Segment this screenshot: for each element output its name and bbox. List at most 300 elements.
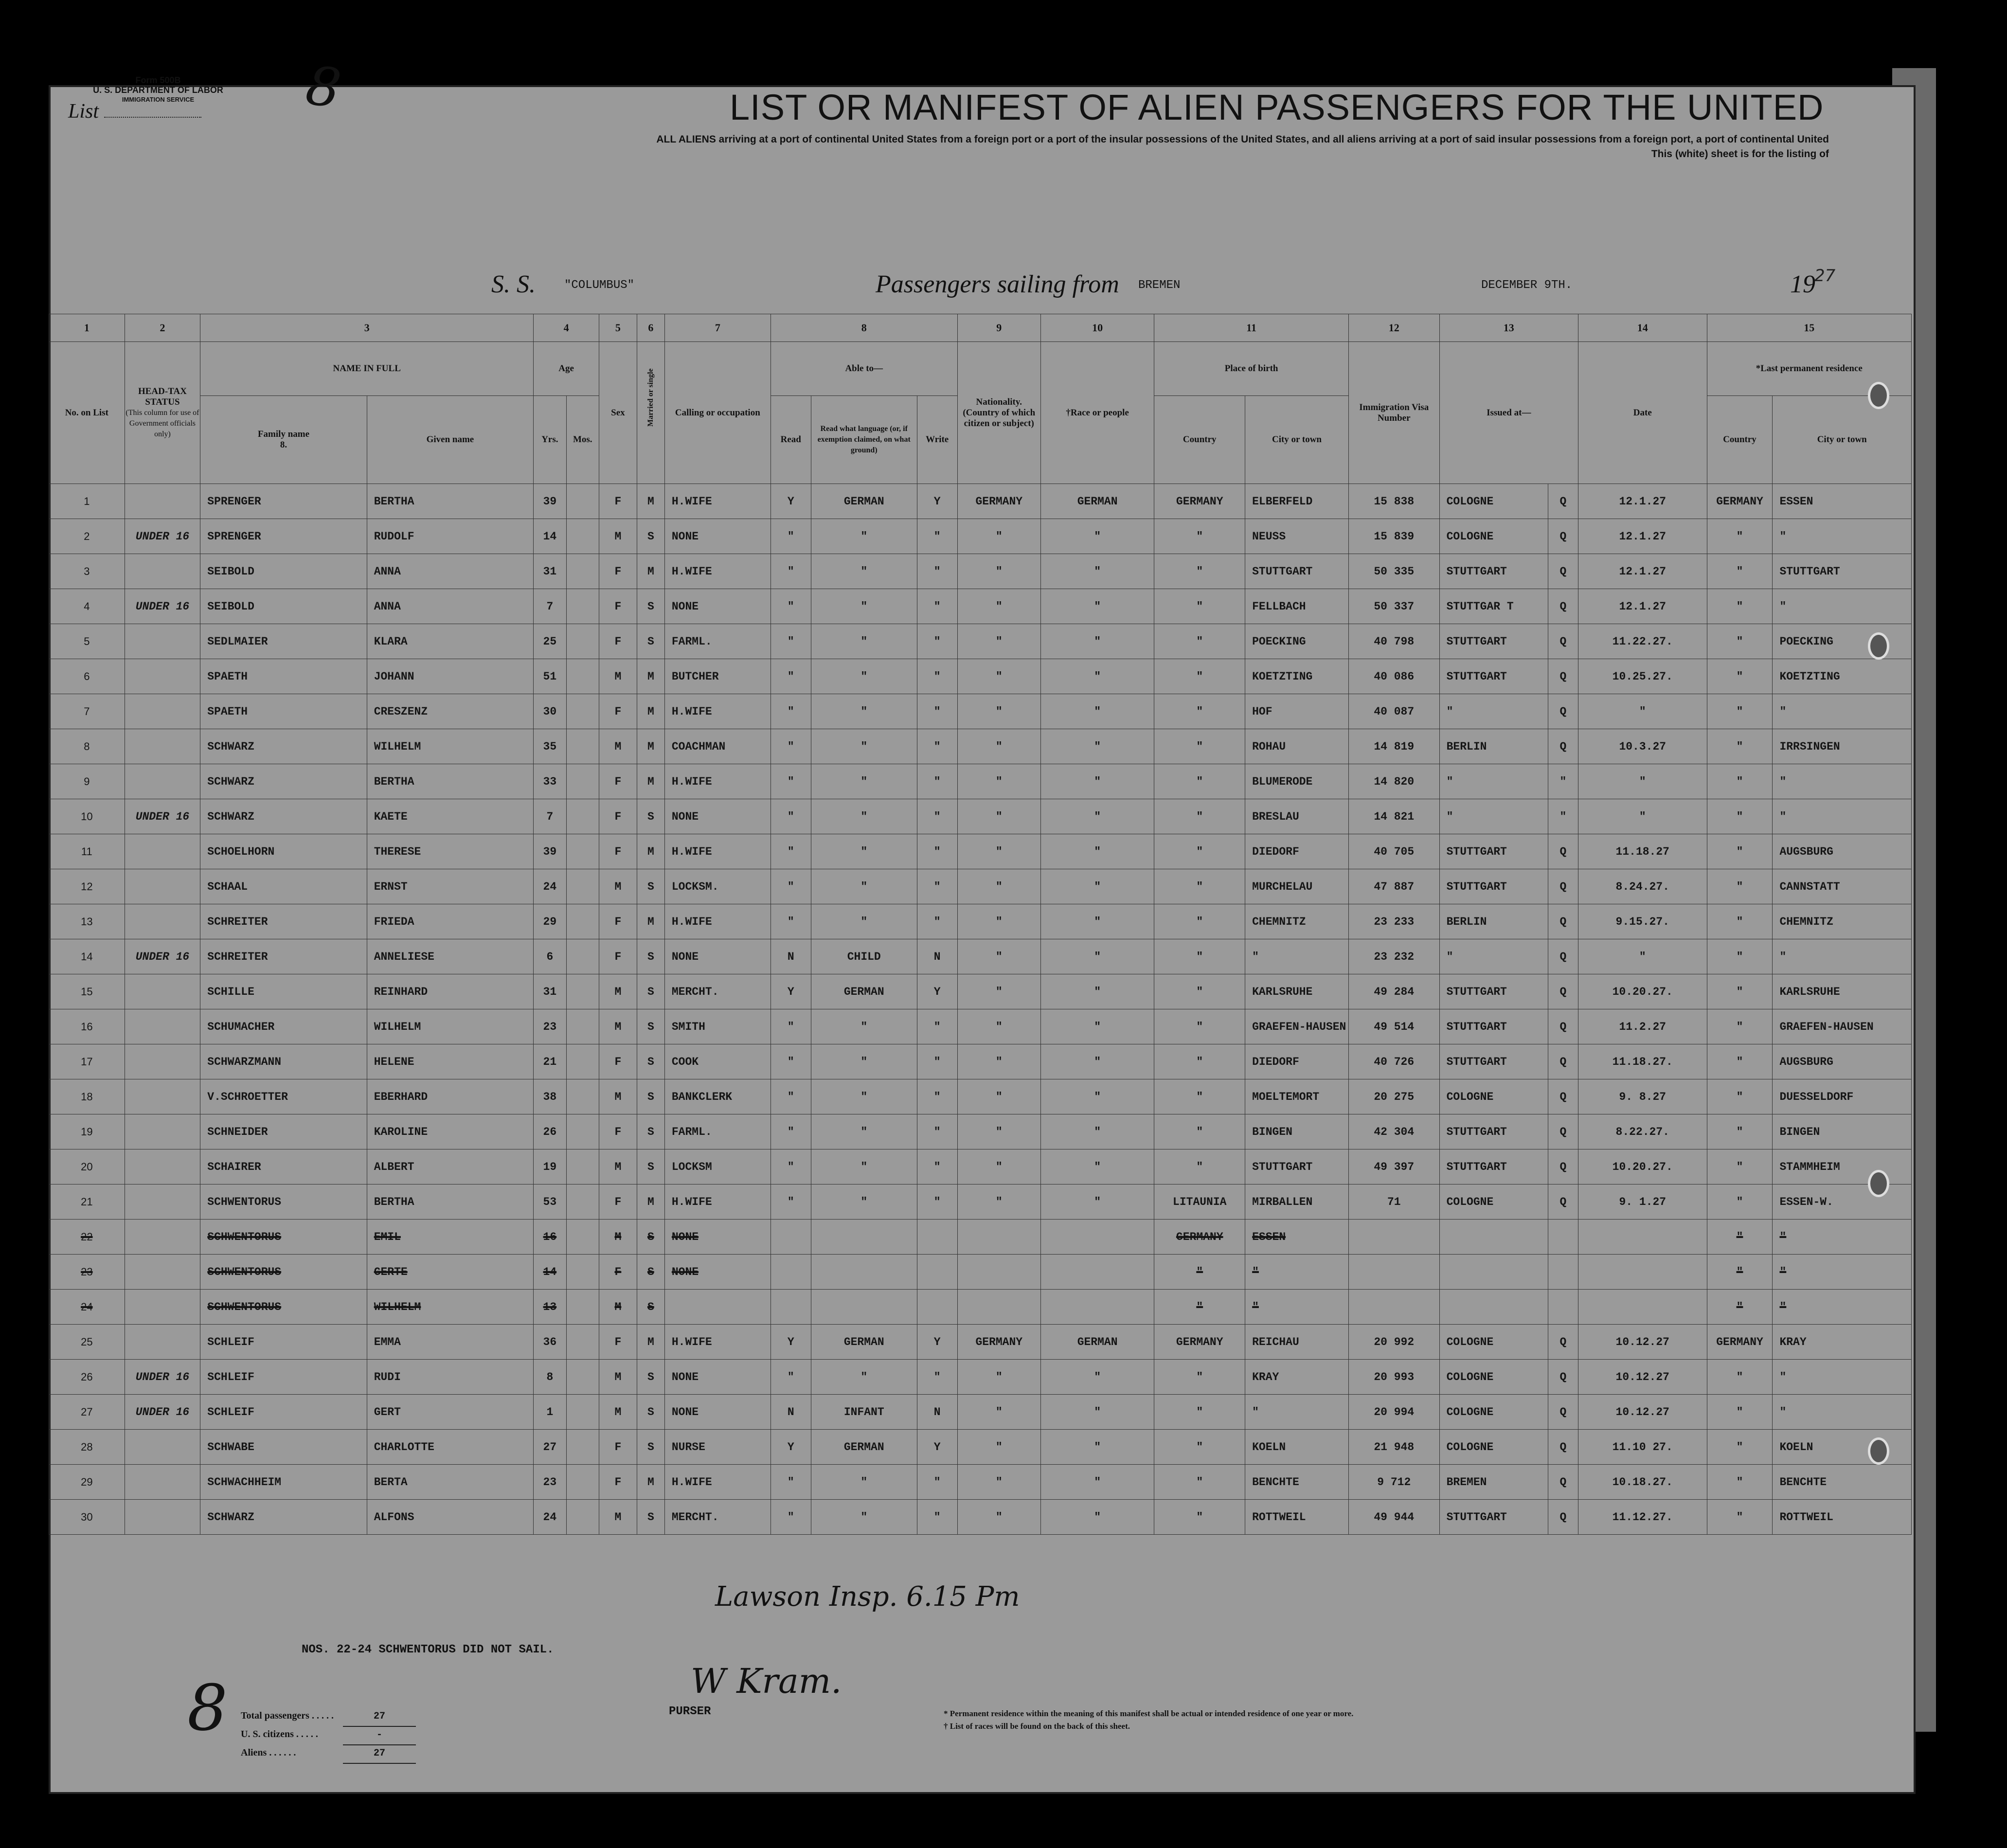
- visa-date-cell: 10.3.27: [1578, 729, 1707, 764]
- birth-country-cell: GERMANY: [1154, 1220, 1245, 1255]
- nationality-cell: ": [957, 834, 1040, 869]
- nationality-cell: [957, 1290, 1040, 1325]
- read-language-cell: [811, 1290, 917, 1325]
- age-years-cell: 13: [534, 1290, 566, 1325]
- header-race: †Race or people: [1040, 342, 1154, 484]
- head-tax-cell: [125, 1114, 200, 1149]
- table-row: [49, 799, 1912, 834]
- visa-number-cell: 20 275: [1348, 1079, 1439, 1114]
- marital-status-cell: M: [637, 659, 664, 694]
- issued-at-cell: STUTTGART: [1439, 624, 1548, 659]
- table-row: [49, 484, 1912, 519]
- residence-city-cell: DUESSELDORF: [1773, 1079, 1912, 1114]
- visa-date-cell: 11.12.27.: [1578, 1500, 1707, 1535]
- table-row: [49, 974, 1912, 1009]
- quota-mark-cell: Q: [1548, 484, 1578, 519]
- header-head-tax: [125, 342, 200, 484]
- birth-city-cell: MOELTEMORT: [1245, 1079, 1349, 1114]
- visa-number-cell: 40 726: [1348, 1044, 1439, 1079]
- given-name-cell: WILHELM: [367, 729, 533, 764]
- read-language-cell: GERMAN: [811, 1430, 917, 1465]
- residence-country-cell: ": [1707, 1500, 1773, 1535]
- col-number: 3: [200, 314, 534, 342]
- age-years-cell: 31: [534, 974, 566, 1009]
- birth-city-cell: ESSEN: [1245, 1220, 1349, 1255]
- visa-date-cell: 11.2.27: [1578, 1009, 1707, 1044]
- age-years-cell: 14: [534, 519, 566, 554]
- read-language-cell: GERMAN: [811, 484, 917, 519]
- table-row: [49, 1149, 1912, 1184]
- quota-mark-cell: Q: [1548, 1079, 1578, 1114]
- occupation-cell: MERCHT.: [664, 1500, 771, 1535]
- sex-cell: M: [599, 869, 637, 904]
- can-read-cell: ": [771, 729, 811, 764]
- year-value: 27: [1814, 266, 1836, 286]
- can-read-cell: Y: [771, 484, 811, 519]
- given-name-cell: CHARLOTTE: [367, 1430, 533, 1465]
- nationality-cell: ": [957, 659, 1040, 694]
- no-cell: 15: [49, 974, 125, 1009]
- family-name-cell: SCHLEIF: [200, 1395, 367, 1430]
- residence-country-cell: ": [1707, 729, 1773, 764]
- marital-status-cell: S: [637, 974, 664, 1009]
- sex-cell: F: [599, 1325, 637, 1360]
- sex-cell: F: [599, 939, 637, 974]
- age-months-cell: [566, 974, 599, 1009]
- visa-number-cell: 20 992: [1348, 1325, 1439, 1360]
- occupation-cell: H.WIFE: [664, 1325, 771, 1360]
- residence-city-cell: KARLSRUHE: [1773, 974, 1912, 1009]
- given-name-cell: BERTHA: [367, 484, 533, 519]
- residence-city-cell: CHEMNITZ: [1773, 904, 1912, 939]
- table-row: [49, 1044, 1912, 1079]
- aliens-value: 27: [343, 1744, 416, 1764]
- header-married-label: Married or single: [646, 368, 655, 427]
- quota-mark-cell: Q: [1548, 974, 1578, 1009]
- age-months-cell: [566, 1395, 599, 1430]
- residence-country-cell: ": [1707, 1114, 1773, 1149]
- no-cell: 10: [49, 799, 125, 834]
- issued-at-cell: COLOGNE: [1439, 1184, 1548, 1220]
- issued-at-cell: ": [1439, 764, 1548, 799]
- visa-date-cell: [1578, 1290, 1707, 1325]
- visa-number-cell: 49 284: [1348, 974, 1439, 1009]
- can-read-cell: ": [771, 869, 811, 904]
- quota-mark-cell: Q: [1548, 1184, 1578, 1220]
- birth-city-cell: MIRBALLEN: [1245, 1184, 1349, 1220]
- occupation-cell: H.WIFE: [664, 1184, 771, 1220]
- residence-city-cell: ": [1773, 939, 1912, 974]
- age-months-cell: [566, 764, 599, 799]
- can-write-cell: ": [917, 869, 957, 904]
- can-write-cell: ": [917, 834, 957, 869]
- occupation-cell: NONE: [664, 1360, 771, 1395]
- race-cell: GERMAN: [1040, 484, 1154, 519]
- residence-country-cell: ": [1707, 974, 1773, 1009]
- marital-status-cell: S: [637, 519, 664, 554]
- col-number: 7: [664, 314, 771, 342]
- visa-number-cell: [1348, 1220, 1439, 1255]
- quota-mark-cell: Q: [1548, 519, 1578, 554]
- occupation-cell: NURSE: [664, 1430, 771, 1465]
- residence-city-cell: STAMMHEIM: [1773, 1149, 1912, 1184]
- issued-at-cell: [1439, 1220, 1548, 1255]
- table-row: [49, 1325, 1912, 1360]
- header-yrs: Yrs.: [534, 396, 566, 484]
- given-name-cell: KAETE: [367, 799, 533, 834]
- age-years-cell: 7: [534, 799, 566, 834]
- birth-country-cell: ": [1154, 1465, 1245, 1500]
- issued-at-cell: STUTTGART: [1439, 659, 1548, 694]
- occupation-cell: H.WIFE: [664, 484, 771, 519]
- race-cell: GERMAN: [1040, 1325, 1154, 1360]
- residence-city-cell: ESSEN-W.: [1773, 1184, 1912, 1220]
- residence-city-cell: KOELN: [1773, 1430, 1912, 1465]
- header-calling: Calling or occupation: [664, 342, 771, 484]
- col-number: 13: [1439, 314, 1578, 342]
- age-years-cell: 8: [534, 1360, 566, 1395]
- family-name-cell: SCHNEIDER: [200, 1114, 367, 1149]
- head-tax-cell: [125, 904, 200, 939]
- visa-date-cell: 11.18.27.: [1578, 1044, 1707, 1079]
- list-line: [68, 100, 201, 123]
- birth-country-cell: ": [1154, 659, 1245, 694]
- occupation-cell: NONE: [664, 1395, 771, 1430]
- visa-date-cell: 11.22.27.: [1578, 624, 1707, 659]
- occupation-cell: [664, 1290, 771, 1325]
- family-name-cell: SCHWARZ: [200, 729, 367, 764]
- issued-at-cell: STUTTGART: [1439, 1009, 1548, 1044]
- can-read-cell: ": [771, 519, 811, 554]
- occupation-cell: BANKCLERK: [664, 1079, 771, 1114]
- age-years-cell: 19: [534, 1149, 566, 1184]
- nationality-cell: ": [957, 1465, 1040, 1500]
- race-cell: ": [1040, 589, 1154, 624]
- header-place-of-birth: Place of birth: [1154, 342, 1349, 396]
- sex-cell: F: [599, 484, 637, 519]
- column-number-row: [49, 314, 1912, 342]
- birth-city-cell: GRAEFEN-HAUSEN: [1245, 1009, 1349, 1044]
- totals-block: [241, 1706, 416, 1762]
- nationality-cell: ": [957, 1114, 1040, 1149]
- birth-city-cell: FELLBACH: [1245, 589, 1349, 624]
- table-row: [49, 764, 1912, 799]
- family-name-cell: V.SCHROETTER: [200, 1079, 367, 1114]
- race-cell: ": [1040, 799, 1154, 834]
- passenger-rows: [49, 484, 1912, 1535]
- birth-city-cell: BENCHTE: [1245, 1465, 1349, 1500]
- family-name-cell: SCHWARZ: [200, 799, 367, 834]
- quota-mark-cell: Q: [1548, 624, 1578, 659]
- residence-country-cell: ": [1707, 1290, 1773, 1325]
- head-tax-cell: [125, 764, 200, 799]
- visa-date-cell: 8.22.27.: [1578, 1114, 1707, 1149]
- birth-country-cell: ": [1154, 974, 1245, 1009]
- nationality-cell: ": [957, 1184, 1040, 1220]
- can-read-cell: [771, 1255, 811, 1290]
- occupation-cell: H.WIFE: [664, 554, 771, 589]
- visa-date-cell: 10.20.27.: [1578, 974, 1707, 1009]
- age-months-cell: [566, 484, 599, 519]
- visa-date-cell: 12.1.27: [1578, 484, 1707, 519]
- residence-country-cell: ": [1707, 869, 1773, 904]
- age-years-cell: 39: [534, 834, 566, 869]
- marital-status-cell: S: [637, 1290, 664, 1325]
- birth-city-cell: KOETZTING: [1245, 659, 1349, 694]
- family-name-cell: SCHLEIF: [200, 1360, 367, 1395]
- can-write-cell: ": [917, 1079, 957, 1114]
- table-row: [49, 834, 1912, 869]
- head-tax-cell: [125, 554, 200, 589]
- can-read-cell: ": [771, 1500, 811, 1535]
- age-months-cell: [566, 1220, 599, 1255]
- can-read-cell: Y: [771, 1325, 811, 1360]
- age-months-cell: [566, 1360, 599, 1395]
- sex-cell: F: [599, 554, 637, 589]
- visa-number-cell: 15 839: [1348, 519, 1439, 554]
- no-cell: 20: [49, 1149, 125, 1184]
- table-row: [49, 1009, 1912, 1044]
- header-family-name-label: Family name: [257, 429, 310, 439]
- marital-status-cell: S: [637, 1500, 664, 1535]
- no-cell: 11: [49, 834, 125, 869]
- race-cell: ": [1040, 1184, 1154, 1220]
- quota-mark-cell: ": [1548, 799, 1578, 834]
- table-row: [49, 1290, 1912, 1325]
- occupation-cell: COOK: [664, 1044, 771, 1079]
- nationality-cell: [957, 1255, 1040, 1290]
- read-language-cell: ": [811, 1114, 917, 1149]
- head-tax-cell: UNDER 16: [125, 589, 200, 624]
- race-cell: ": [1040, 1430, 1154, 1465]
- head-tax-cell: [125, 659, 200, 694]
- list-blank: [104, 117, 201, 118]
- read-language-cell: CHILD: [811, 939, 917, 974]
- birth-city-cell: BINGEN: [1245, 1114, 1349, 1149]
- can-read-cell: ": [771, 1184, 811, 1220]
- residence-city-cell: AUGSBURG: [1773, 1044, 1912, 1079]
- visa-number-cell: 42 304: [1348, 1114, 1439, 1149]
- head-tax-cell: [125, 1079, 200, 1114]
- residence-city-cell: BINGEN: [1773, 1114, 1912, 1149]
- can-write-cell: [917, 1255, 957, 1290]
- ss-label: S. S.: [491, 270, 536, 298]
- header-res-city: City or town: [1773, 396, 1912, 484]
- no-cell: 27: [49, 1395, 125, 1430]
- given-name-cell: HELENE: [367, 1044, 533, 1079]
- family-name-cell: SCHLEIF: [200, 1325, 367, 1360]
- visa-date-cell: 10.12.27: [1578, 1395, 1707, 1430]
- read-language-cell: ": [811, 554, 917, 589]
- sex-cell: F: [599, 624, 637, 659]
- race-cell: ": [1040, 1465, 1154, 1500]
- birth-country-cell: ": [1154, 1395, 1245, 1430]
- marital-status-cell: S: [637, 1395, 664, 1430]
- nationality-cell: ": [957, 1079, 1040, 1114]
- marital-status-cell: S: [637, 589, 664, 624]
- quota-mark-cell: Q: [1548, 659, 1578, 694]
- residence-country-cell: ": [1707, 624, 1773, 659]
- residence-country-cell: ": [1707, 1184, 1773, 1220]
- can-write-cell: ": [917, 624, 957, 659]
- residence-country-cell: ": [1707, 1044, 1773, 1079]
- issued-at-cell: ": [1439, 799, 1548, 834]
- quota-mark-cell: Q: [1548, 869, 1578, 904]
- table-row: [49, 1500, 1912, 1535]
- visa-date-cell: ": [1578, 799, 1707, 834]
- residence-city-cell: ": [1773, 694, 1912, 729]
- given-name-cell: THERESE: [367, 834, 533, 869]
- age-years-cell: 24: [534, 1500, 566, 1535]
- family-name-cell: SCHAIRER: [200, 1149, 367, 1184]
- residence-country-cell: ": [1707, 1220, 1773, 1255]
- port-name: BREMEN: [1138, 279, 1181, 292]
- head-tax-cell: [125, 869, 200, 904]
- nationality-cell: ": [957, 799, 1040, 834]
- can-read-cell: ": [771, 1079, 811, 1114]
- no-cell: 26: [49, 1360, 125, 1395]
- visa-date-cell: 9. 1.27: [1578, 1184, 1707, 1220]
- given-name-cell: RUDI: [367, 1360, 533, 1395]
- marital-status-cell: S: [637, 1360, 664, 1395]
- marital-status-cell: M: [637, 834, 664, 869]
- age-months-cell: [566, 904, 599, 939]
- residence-city-cell: IRRSINGEN: [1773, 729, 1912, 764]
- quota-mark-cell: Q: [1548, 729, 1578, 764]
- family-name-cell: SCHWARZMANN: [200, 1044, 367, 1079]
- table-row: [49, 1079, 1912, 1114]
- age-months-cell: [566, 554, 599, 589]
- quota-mark-cell: Q: [1548, 939, 1578, 974]
- birth-city-cell: ROTTWEIL: [1245, 1500, 1349, 1535]
- birth-country-cell: ": [1154, 1149, 1245, 1184]
- read-language-cell: ": [811, 764, 917, 799]
- age-months-cell: [566, 1184, 599, 1220]
- issued-at-cell: STUTTGART: [1439, 834, 1548, 869]
- occupation-cell: H.WIFE: [664, 834, 771, 869]
- quota-mark-cell: Q: [1548, 1114, 1578, 1149]
- col-number: 4: [534, 314, 599, 342]
- issued-at-cell: BERLIN: [1439, 904, 1548, 939]
- table-row: [49, 729, 1912, 764]
- sex-cell: M: [599, 1290, 637, 1325]
- head-tax-cell: [125, 694, 200, 729]
- age-months-cell: [566, 834, 599, 869]
- birth-city-cell: STUTTGART: [1245, 1149, 1349, 1184]
- col-number: 6: [637, 314, 664, 342]
- birth-country-cell: ": [1154, 904, 1245, 939]
- sex-cell: F: [599, 1044, 637, 1079]
- read-language-cell: ": [811, 799, 917, 834]
- age-years-cell: 35: [534, 729, 566, 764]
- col-number: 14: [1578, 314, 1707, 342]
- residence-city-cell: ": [1773, 1395, 1912, 1430]
- visa-number-cell: 40 798: [1348, 624, 1439, 659]
- subtitle-line-2: This (white) sheet is for the listing of: [1651, 148, 1829, 160]
- residence-city-cell: ": [1773, 1220, 1912, 1255]
- race-cell: ": [1040, 834, 1154, 869]
- table-row: [49, 659, 1912, 694]
- visa-number-cell: 40 705: [1348, 834, 1439, 869]
- age-years-cell: 31: [534, 554, 566, 589]
- birth-city-cell: ELBERFELD: [1245, 484, 1349, 519]
- passenger-table: [49, 314, 1912, 1535]
- table-row: [49, 1395, 1912, 1430]
- occupation-cell: SMITH: [664, 1009, 771, 1044]
- sex-cell: M: [599, 1079, 637, 1114]
- sex-cell: M: [599, 1395, 637, 1430]
- can-read-cell: ": [771, 904, 811, 939]
- residence-city-cell: CANNSTATT: [1773, 869, 1912, 904]
- issued-at-cell: COLOGNE: [1439, 1360, 1548, 1395]
- age-years-cell: 30: [534, 694, 566, 729]
- binder-ring: [1868, 1437, 1889, 1465]
- given-name-cell: ALBERT: [367, 1149, 533, 1184]
- table-row: [49, 939, 1912, 974]
- table-row: [49, 624, 1912, 659]
- birth-city-cell: STUTTGART: [1245, 554, 1349, 589]
- sex-cell: M: [599, 1500, 637, 1535]
- residence-city-cell: POECKING: [1773, 624, 1912, 659]
- sex-cell: M: [599, 1149, 637, 1184]
- age-months-cell: [566, 939, 599, 974]
- no-cell: 4: [49, 589, 125, 624]
- col-number: 8: [771, 314, 957, 342]
- birth-country-cell: ": [1154, 1079, 1245, 1114]
- family-name-cell: SEDLMAIER: [200, 624, 367, 659]
- can-write-cell: ": [917, 1149, 957, 1184]
- head-tax-cell: [125, 1149, 200, 1184]
- age-months-cell: [566, 589, 599, 624]
- header-nationality: Nationality. (Country of which citizen or subject): [957, 342, 1040, 484]
- can-write-cell: ": [917, 1360, 957, 1395]
- age-years-cell: 36: [534, 1325, 566, 1360]
- given-name-cell: ANNA: [367, 589, 533, 624]
- header-row-1: [49, 342, 1912, 396]
- issued-at-cell: COLOGNE: [1439, 1395, 1548, 1430]
- age-months-cell: [566, 729, 599, 764]
- no-cell: 19: [49, 1114, 125, 1149]
- birth-country-cell: ": [1154, 1044, 1245, 1079]
- age-years-cell: 23: [534, 1009, 566, 1044]
- col-number: 1: [49, 314, 125, 342]
- birth-city-cell: KARLSRUHE: [1245, 974, 1349, 1009]
- race-cell: ": [1040, 554, 1154, 589]
- visa-number-cell: [1348, 1290, 1439, 1325]
- can-read-cell: ": [771, 1114, 811, 1149]
- binder-ring: [1868, 382, 1889, 409]
- header-married: [637, 342, 664, 484]
- birth-country-cell: ": [1154, 764, 1245, 799]
- marital-status-cell: S: [637, 869, 664, 904]
- head-tax-cell: [125, 834, 200, 869]
- sex-cell: F: [599, 694, 637, 729]
- age-months-cell: [566, 1325, 599, 1360]
- family-name-cell: SCHWENTORUS: [200, 1255, 367, 1290]
- head-tax-cell: [125, 1255, 200, 1290]
- given-name-cell: WILHELM: [367, 1290, 533, 1325]
- can-write-cell: N: [917, 939, 957, 974]
- read-language-cell: ": [811, 1009, 917, 1044]
- table-row: [49, 1465, 1912, 1500]
- residence-country-cell: ": [1707, 1079, 1773, 1114]
- can-write-cell: ": [917, 659, 957, 694]
- us-citizens-label: U. S. citizens . . . . .: [241, 1729, 318, 1740]
- birth-country-cell: ": [1154, 1430, 1245, 1465]
- can-read-cell: ": [771, 1009, 811, 1044]
- family-name-cell: SCHWENTORUS: [200, 1184, 367, 1220]
- no-cell: 6: [49, 659, 125, 694]
